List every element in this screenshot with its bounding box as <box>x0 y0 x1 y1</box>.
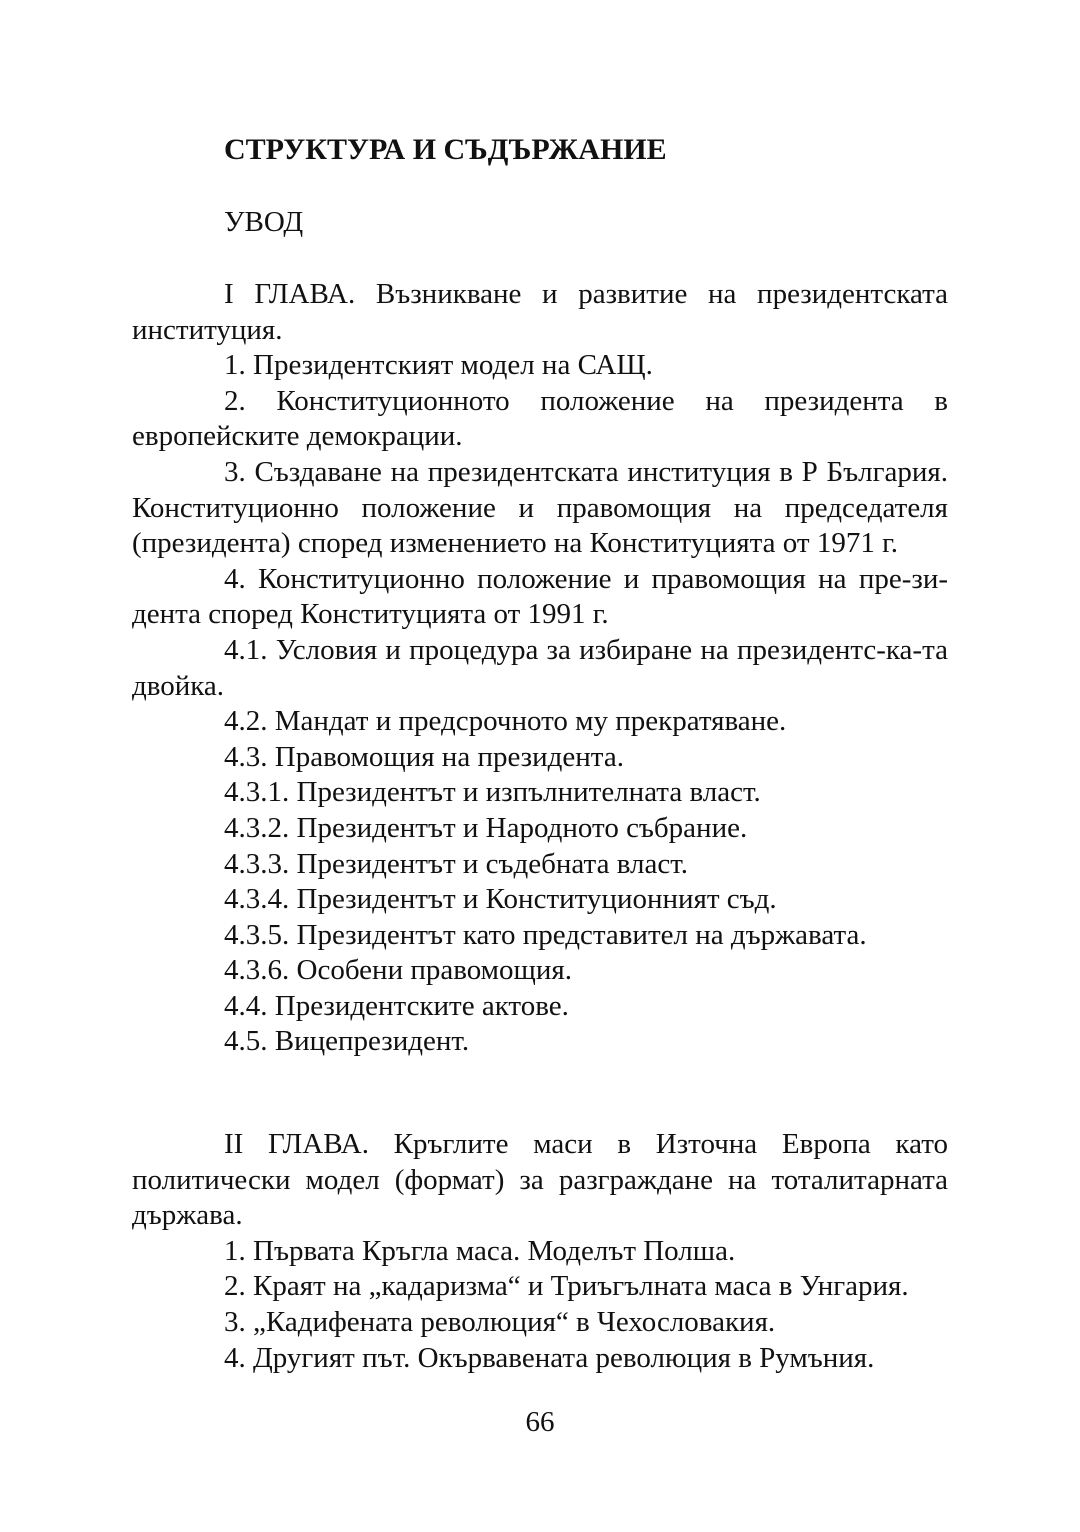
toc-intro: УВОД <box>224 206 304 238</box>
page-heading: СТРУКТУРА И СЪДЪРЖАНИЕ <box>224 133 667 166</box>
toc-item-2-4: 4. Другият път. Окървавената революция в Румъния. <box>224 1341 875 1374</box>
chapter-2-section <box>132 1127 948 1376</box>
page-number: 66 <box>525 1406 555 1438</box>
toc-item-1-2: 2. Конституционното положение на президента в европейските демокрации. <box>132 384 948 453</box>
chapter-1-section <box>132 277 948 1060</box>
toc-item-1-4-4: 4.4. Президентските актове. <box>224 989 569 1022</box>
chapter-2-title: II ГЛАВА. Кръглите маси в Източна Европа като политически модел (формат) за разграждане на тоталитарната държава. <box>132 1128 948 1232</box>
toc-item-1-4-5: 4.5. Вицепрезидент. <box>224 1025 470 1058</box>
toc-item-1-4-3-5: 4.3.5. Президентът като представител на държавата. <box>224 918 867 951</box>
book-page <box>132 0 948 1532</box>
toc-item-1-1: 1. Президентският модел на САЩ. <box>224 349 653 382</box>
toc-item-1-4-3-6: 4.3.6. Особени правомощия. <box>224 954 572 987</box>
toc-item-1-4-3-1: 4.3.1. Президентът и изпълнителната власт. <box>224 776 761 809</box>
toc-item-2-1: 1. Първата Кръгла маса. Моделът Полша. <box>224 1234 736 1267</box>
toc-item-1-4-3: 4.3. Правомощия на президента. <box>224 740 624 773</box>
toc-item-1-4-3-4: 4.3.4. Президентът и Конституционният съд. <box>224 883 777 916</box>
toc-item-1-4-3-2: 4.3.2. Президентът и Народното събрание. <box>224 811 748 844</box>
toc-item-1-3: 3. Създаване на президентската институция в Р България. Конституционно положение и правомощия на председателя (президента) според изменението на Конституцията от 1971 г. <box>132 455 948 560</box>
toc-item-1-4-1: 4.1. Условия и процедура за избиране на президентс-ка-та двойка. <box>132 633 948 702</box>
toc-item-1-4-3-3: 4.3.3. Президентът и съдебната власт. <box>224 847 688 880</box>
toc-item-2-2: 2. Краят на „кадаризма“ и Триъгълната маса в Унгария. <box>224 1270 909 1303</box>
toc-item-1-4-2: 4.2. Мандат и предсрочното му прекратяване. <box>224 705 787 738</box>
chapter-1-title: I ГЛАВА. Възникване и развитие на президентската институция. <box>132 278 948 346</box>
toc-item-1-4: 4. Конституционно положение и правомощия на пре-зи-дента според Конституцията от 1991 г. <box>132 562 948 631</box>
toc-item-2-3: 3. „Кадифената революция“ в Чехословакия. <box>224 1305 776 1338</box>
